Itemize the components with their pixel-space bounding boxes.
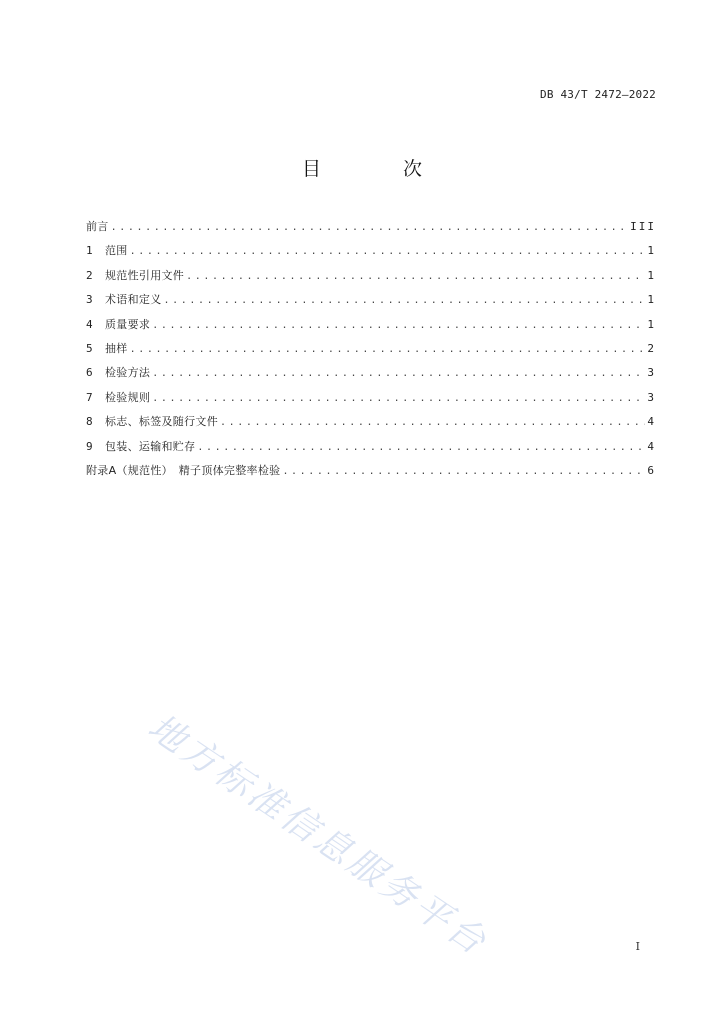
toc-entry-marking-labeling[interactable] [86,413,656,437]
toc-entry-label: 附录A（规范性） 精子顶体完整率检验 [86,463,281,477]
standard-number: DB 43/T 2472—2022 [540,88,656,101]
toc-entry-page: 1 [647,244,656,258]
toc-dot-leader [197,442,645,453]
toc-entry-label: 检验规则 [105,390,151,404]
toc-entry-sampling[interactable] [86,340,656,364]
toc-entry-label: 标志、标签及随行文件 [105,415,218,429]
toc-entry-page: 4 [647,415,656,429]
toc-entry-quality-requirements[interactable] [86,316,656,340]
toc-entry-foreword[interactable] [86,218,656,242]
toc-dot-leader [220,417,645,428]
toc-entry-label: 前言 [86,220,109,233]
toc-entry-number: 7 [86,390,93,404]
toc-entry-page: 3 [647,390,656,404]
toc-entry-inspection-rules[interactable] [86,389,656,413]
toc-entry-page: 1 [647,317,656,331]
toc-entry-label: 抽样 [105,341,128,355]
toc-dot-leader [130,246,646,257]
toc-dot-leader [282,466,645,477]
toc-entry-number: 4 [86,317,93,331]
toc-dot-leader [152,393,645,404]
toc-entry-page: 1 [647,268,656,282]
toc-dot-leader [130,344,646,355]
toc-entry-page: 3 [647,366,656,380]
toc-entry-number: 1 [86,244,93,258]
toc-entry-label: 范围 [105,244,128,258]
toc-entry-page: 1 [647,293,656,307]
toc-entry-appendix-a[interactable] [86,462,656,486]
toc-entry-number: 2 [86,268,93,282]
toc-entry-page: III [630,220,656,233]
toc-entry-terms-definitions[interactable] [86,291,656,315]
toc-entry-test-methods[interactable] [86,364,656,388]
toc-dot-leader [164,295,646,306]
toc-entry-label: 检验方法 [105,366,151,380]
toc-entry-packaging-storage[interactable] [86,438,656,462]
toc-entry-number: 5 [86,341,93,355]
page-title: 目 次 [301,158,461,180]
toc-entry-label: 规范性引用文件 [105,268,185,282]
toc-entry-scope[interactable] [86,242,656,266]
table-of-contents [86,218,656,486]
toc-dot-leader [186,271,645,282]
toc-entry-label: 质量要求 [105,317,151,331]
toc-dot-leader [152,368,645,379]
toc-entry-page: 4 [647,439,656,453]
toc-entry-number: 3 [86,293,93,307]
toc-entry-normative-references[interactable] [86,267,656,291]
page-number: I [635,940,640,953]
toc-entry-label: 包装、运输和贮存 [105,439,196,453]
toc-dot-leader [111,222,629,233]
toc-dot-leader [152,320,645,331]
toc-entry-number: 6 [86,366,93,380]
toc-entry-number: 8 [86,415,93,429]
toc-entry-number: 9 [86,439,93,453]
toc-entry-page: 2 [647,341,656,355]
toc-entry-page: 6 [647,463,656,477]
toc-entry-label: 术语和定义 [105,293,162,307]
watermark: 地方标准信息服务平台 [140,706,496,965]
